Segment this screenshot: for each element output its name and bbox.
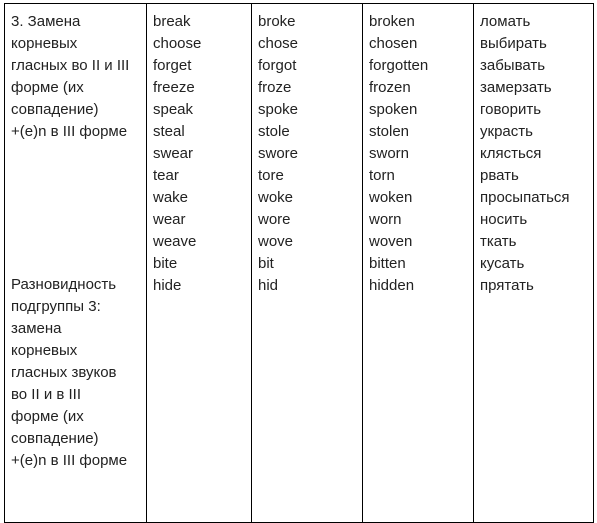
- past-participle-word: frozen: [369, 79, 411, 96]
- infinitive-word: speak: [153, 101, 194, 118]
- infinitive-word: break: [153, 13, 191, 30]
- subgroup-label-line: форме (их: [11, 408, 84, 425]
- past-participle-word: sworn: [369, 145, 410, 162]
- translation-word: рвать: [480, 167, 519, 184]
- group-label-line: гласных во II и III: [11, 57, 130, 74]
- past-simple-word: froze: [258, 79, 292, 96]
- past-simple-word: bit: [258, 255, 274, 272]
- past-simple-word: stole: [258, 123, 290, 140]
- past-participle-word: hidden: [369, 277, 415, 294]
- past-simple-word: tore: [258, 167, 284, 184]
- past-simple-column: [251, 4, 362, 522]
- subgroup-label-line: во II и в III: [11, 386, 81, 403]
- infinitive-word: forget: [153, 57, 192, 74]
- translation-column: [473, 4, 593, 522]
- infinitive-column: [146, 4, 251, 522]
- translation-word: украсть: [480, 123, 533, 140]
- past-simple-word: forgot: [258, 57, 297, 74]
- past-participle-word: chosen: [369, 35, 418, 52]
- translation-word: клясться: [480, 145, 542, 162]
- translation-word: ломать: [480, 13, 531, 30]
- translation-word: выбирать: [480, 35, 547, 52]
- subgroup-label-line: замена: [11, 320, 62, 337]
- group-label-line: 3. Замена: [11, 13, 81, 30]
- translation-word: говорить: [480, 101, 542, 118]
- past-participle-word: forgotten: [369, 57, 429, 74]
- past-simple-word: broke: [258, 13, 296, 30]
- group-label-line: форме (их: [11, 79, 84, 96]
- subgroup-label-line: +(e)n в III форме: [11, 452, 128, 469]
- infinitive-list: [153, 11, 201, 297]
- translation-word: ткать: [480, 233, 517, 250]
- translation-word: кусать: [480, 255, 525, 272]
- infinitive-word: steal: [153, 123, 185, 140]
- group-description-column: [5, 4, 146, 522]
- past-simple-word: wove: [258, 233, 294, 250]
- infinitive-word: choose: [153, 35, 202, 52]
- past-participle-word: woken: [369, 189, 413, 206]
- infinitive-word: tear: [153, 167, 179, 184]
- infinitive-word: wear: [153, 211, 186, 228]
- past-simple-word: spoke: [258, 101, 299, 118]
- infinitive-word: wake: [153, 189, 189, 206]
- past-participle-word: broken: [369, 13, 415, 30]
- past-simple-word: swore: [258, 145, 299, 162]
- past-simple-word: wore: [258, 211, 291, 228]
- group-label-line: корневых: [11, 35, 78, 52]
- past-simple-list: [258, 11, 298, 297]
- past-participle-list: [369, 11, 428, 297]
- group-label-line: +(e)n в III форме: [11, 123, 128, 140]
- group-label: [11, 11, 141, 143]
- translation-word: замерзать: [480, 79, 552, 96]
- past-participle-word: worn: [369, 211, 402, 228]
- past-simple-word: chose: [258, 35, 299, 52]
- past-participle-word: bitten: [369, 255, 406, 272]
- translation-word: забывать: [480, 57, 546, 74]
- group-label-line: совпадение): [11, 101, 99, 118]
- past-participle-word: torn: [369, 167, 395, 184]
- subgroup-label-line: подгруппы 3:: [11, 298, 101, 315]
- subgroup-label-line: гласных звуков: [11, 364, 117, 381]
- past-participle-word: stolen: [369, 123, 410, 140]
- infinitive-word: weave: [153, 233, 197, 250]
- past-simple-word: woke: [258, 189, 294, 206]
- translation-word: носить: [480, 211, 528, 228]
- infinitive-word: hide: [153, 277, 182, 294]
- past-participle-word: spoken: [369, 101, 418, 118]
- infinitive-word: bite: [153, 255, 178, 272]
- subgroup-label-line: корневых: [11, 342, 78, 359]
- verbs-table: [4, 3, 594, 523]
- subgroup-label-line: совпадение): [11, 430, 99, 447]
- subgroup-label: [11, 274, 141, 472]
- past-participle-word: woven: [369, 233, 413, 250]
- infinitive-word: freeze: [153, 79, 195, 96]
- translation-list: [480, 11, 570, 297]
- infinitive-word: swear: [153, 145, 194, 162]
- translation-word: прятать: [480, 277, 534, 294]
- subgroup-label-line: Разновидность: [11, 276, 117, 293]
- past-simple-word: hid: [258, 277, 279, 294]
- translation-word: просыпаться: [480, 189, 570, 206]
- past-participle-column: [362, 4, 473, 522]
